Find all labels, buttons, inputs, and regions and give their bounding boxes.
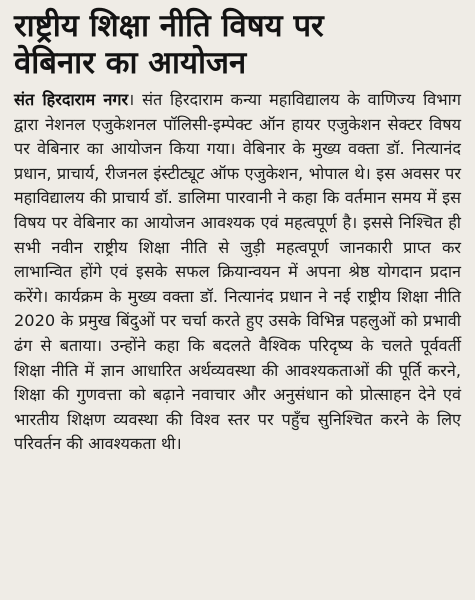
headline-line-2: वेबिनार का आयोजन — [14, 45, 247, 81]
headline-line-1: राष्ट्रीय शिक्षा नीति विषय पर — [14, 8, 324, 44]
article-body — [14, 88, 461, 457]
dateline-separator: । — [128, 90, 135, 109]
article-body-text: संत हिरदाराम कन्या महाविद्यालय के वाणिज्य विभाग द्वारा नेशनल एजुकेशनल पॉलिसी-इम्पेक्ट ऑन हायर एजुकेशन सेक्टर विषय पर वेबिनार का आयोजन किया गया। वेबिनार के मुख्य वक्ता डॉ. नित्यानंद प्रधान, प्राचार्य, रीजनल इंस्टीट्यूट ऑफ एजुकेशन, भोपाल थे। इस अवसर पर महाविद्यालय की प्राचार्य डॉ. डालिमा पारवानी ने कहा कि वर्तमान समय में इस विषय पर वेबिनार का आयोजन आवश्यक एवं महत्वपूर्ण है। इससे निश्चित ही सभी नवीन राष्ट्रीय शिक्षा नीति से जुड़ी महत्वपूर्ण जानकारी प्राप्त कर लाभान्वित होंगे एवं इसके सफल क्रियान्वयन में अपना श्रेष्ठ योगदान प्रदान करेंगे। कार्यक्रम के मुख्य वक्ता डॉ. नित्यानंद प्रधान ने नई राष्ट्रीय शिक्षा नीति 2020 के प्रमुख बिंदुओं पर चर्चा करते हुए उसके विभिन्न पहलुओं को प्रभावी ढंग से बताया। उन्होंने कहा कि बदलते वैश्विक परिदृष्य के चलते पूर्ववर्ती शिक्षा नीति में ज्ञान आधारित अर्थव्यवस्था की आवश्यकताओं की पूर्ति करने, शिक्षा की गुणवत्ता को बढ़ाने नवाचार और अनुसंधान को प्रोत्साहन देने एवं भारतीय शिक्षण व्यवस्था की विश्व स्तर पर पहुँच सुनिश्चित करने के लिए परिवर्तन की आवश्यकता थी। — [14, 90, 461, 454]
dateline: संत हिरदाराम नगर — [14, 90, 129, 109]
article-headline — [14, 8, 461, 82]
